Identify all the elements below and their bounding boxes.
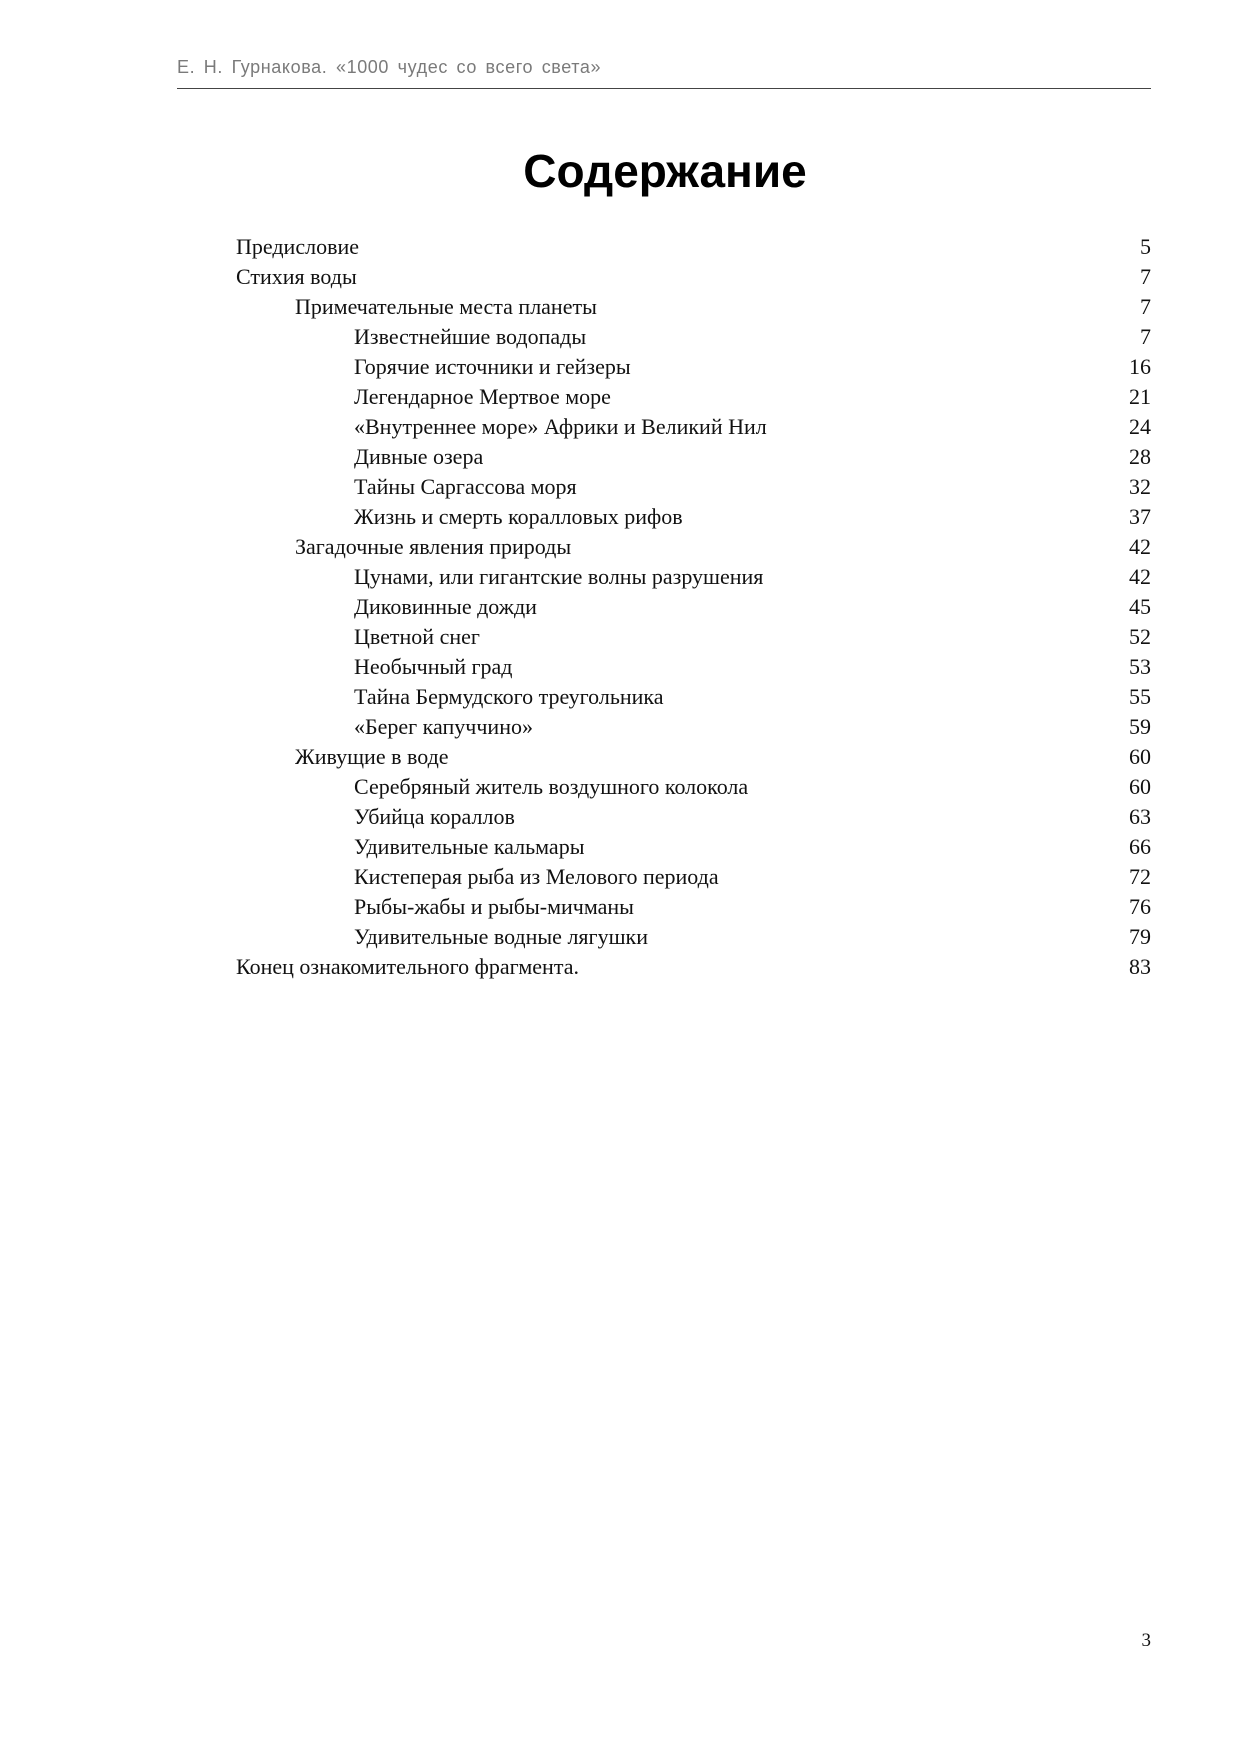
toc-entry-page: 52 xyxy=(1129,624,1151,649)
toc-entry[interactable] xyxy=(236,802,1151,832)
toc-entry[interactable] xyxy=(236,712,1151,742)
toc-entry-title: Загадочные явления природы xyxy=(295,534,572,559)
toc-entry[interactable] xyxy=(236,562,1151,592)
toc-entry-page: 79 xyxy=(1129,924,1151,949)
toc-entry[interactable] xyxy=(236,892,1151,922)
toc-entry-title: Рыбы-жабы и рыбы-мичманы xyxy=(354,894,634,919)
toc-entry[interactable] xyxy=(236,622,1151,652)
toc-entry-title: Известнейшие водопады xyxy=(354,324,587,349)
toc-entry-title: Предисловие xyxy=(236,234,359,259)
toc-entry[interactable] xyxy=(236,322,1151,352)
toc-entry-page: 59 xyxy=(1129,714,1151,739)
toc-entry-title: Диковинные дожди xyxy=(354,594,537,619)
toc-entry-page: 16 xyxy=(1129,354,1151,379)
page-title: Содержание xyxy=(523,145,807,197)
toc-entry-page: 5 xyxy=(1140,234,1151,259)
toc-entry-title: Удивительные кальмары xyxy=(354,834,585,859)
toc-entry-title: Конец ознакомительного фрагмента. xyxy=(236,954,579,979)
toc-entry[interactable] xyxy=(236,262,1151,292)
toc-entry-page: 42 xyxy=(1129,534,1151,559)
toc-entry-page: 7 xyxy=(1140,294,1151,319)
toc-entry[interactable] xyxy=(236,922,1151,952)
toc-entry-page: 66 xyxy=(1129,834,1151,859)
toc-entry[interactable] xyxy=(236,832,1151,862)
toc-entry-title: Легендарное Мертвое море xyxy=(354,384,611,409)
toc-entry-page: 72 xyxy=(1129,864,1151,889)
toc-entry-title: Жизнь и смерть коралловых рифов xyxy=(354,504,683,529)
toc-entry-title: Дивные озера xyxy=(354,444,484,469)
toc-entry-page: 28 xyxy=(1129,444,1151,469)
toc-entry-title: Серебряный житель воздушного колокола xyxy=(354,774,749,799)
toc-entry-page: 83 xyxy=(1129,954,1151,979)
toc-entry[interactable] xyxy=(236,352,1151,382)
toc-entry[interactable] xyxy=(236,772,1151,802)
toc-entry[interactable] xyxy=(236,292,1151,322)
toc-entry-page: 21 xyxy=(1129,384,1151,409)
toc-entry[interactable] xyxy=(236,592,1151,622)
toc-entry[interactable] xyxy=(236,652,1151,682)
toc-entry-title: Стихия воды xyxy=(236,264,357,289)
toc-entry[interactable] xyxy=(236,952,1151,982)
toc-entry-page: 60 xyxy=(1129,744,1151,769)
toc-entry-page: 37 xyxy=(1129,504,1151,529)
toc-entry[interactable] xyxy=(236,742,1151,772)
toc-entry-page: 32 xyxy=(1129,474,1151,499)
header-divider xyxy=(177,88,1151,89)
toc-entry-page: 7 xyxy=(1140,324,1151,349)
toc-entry-title: Удивительные водные лягушки xyxy=(354,924,648,949)
table-of-contents xyxy=(236,232,1151,982)
toc-entry[interactable] xyxy=(236,412,1151,442)
toc-entry-page: 76 xyxy=(1129,894,1151,919)
toc-entry-title: Тайна Бермудского треугольника xyxy=(354,684,664,709)
toc-entry[interactable] xyxy=(236,442,1151,472)
toc-entry-title: Тайны Саргассова моря xyxy=(354,474,577,499)
toc-entry-title: Примечательные места планеты xyxy=(295,294,597,319)
toc-entry-title: «Внутреннее море» Африки и Великий Нил xyxy=(354,414,767,439)
toc-entry-page: 53 xyxy=(1129,654,1151,679)
running-header: Е. Н. Гурнакова. «1000 чудес со всего света» xyxy=(177,57,602,77)
toc-entry[interactable] xyxy=(236,502,1151,532)
toc-entry-page: 24 xyxy=(1129,414,1151,439)
toc-entry-title: Убийца кораллов xyxy=(354,804,515,829)
toc-entry[interactable] xyxy=(236,862,1151,892)
toc-entry[interactable] xyxy=(236,232,1151,262)
page-number: 3 xyxy=(1141,1630,1151,1651)
toc-entry-page: 60 xyxy=(1129,774,1151,799)
toc-entry[interactable] xyxy=(236,472,1151,502)
toc-entry-title: Живущие в воде xyxy=(295,744,449,769)
toc-entry-title: Кистеперая рыба из Мелового периода xyxy=(354,864,719,889)
toc-entry-title: Цунами, или гигантские волны разрушения xyxy=(354,564,764,589)
toc-entry[interactable] xyxy=(236,382,1151,412)
toc-entry-page: 7 xyxy=(1140,264,1151,289)
toc-entry-page: 42 xyxy=(1129,564,1151,589)
toc-entry-page: 63 xyxy=(1129,804,1151,829)
toc-entry-page: 55 xyxy=(1129,684,1151,709)
toc-entry-title: Необычный град xyxy=(354,654,513,679)
toc-entry[interactable] xyxy=(236,682,1151,712)
toc-entry-page: 45 xyxy=(1129,594,1151,619)
toc-entry-title: Цветной снег xyxy=(354,624,480,649)
toc-entry[interactable] xyxy=(236,532,1151,562)
toc-entry-title: Горячие источники и гейзеры xyxy=(354,354,631,379)
toc-entry-title: «Берег капуччино» xyxy=(354,714,533,739)
